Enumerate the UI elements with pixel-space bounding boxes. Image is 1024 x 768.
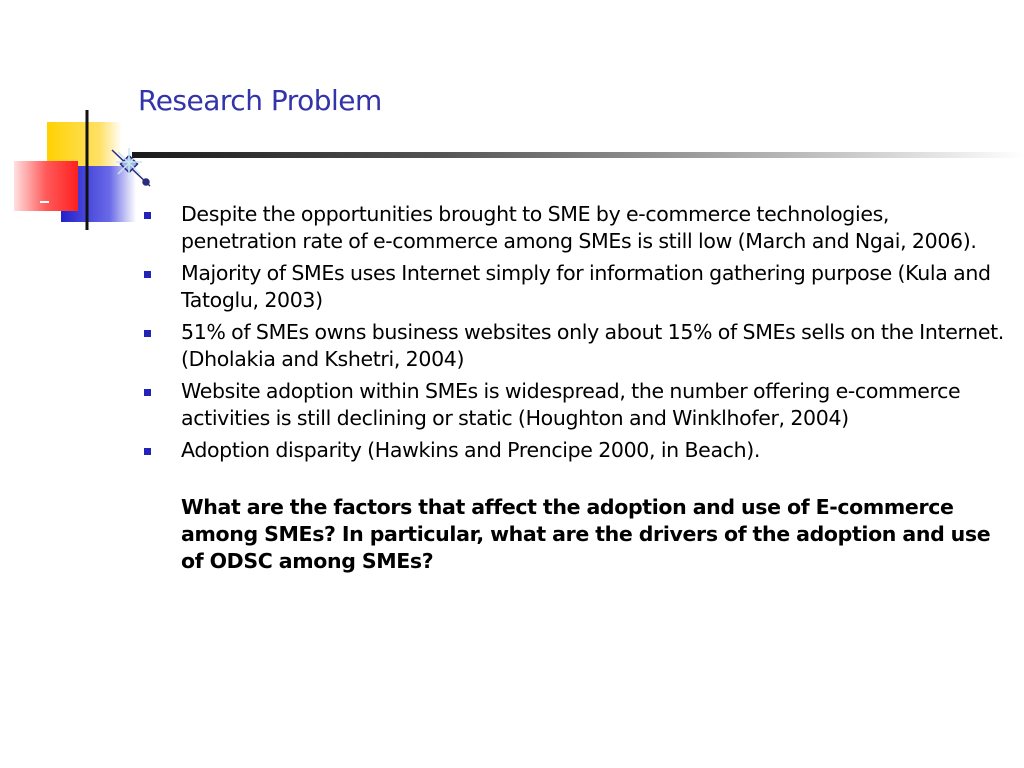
bullet-square-icon	[144, 212, 151, 219]
slide-body	[144, 201, 1006, 575]
bullet-text: Majority of SMEs uses Internet simply for information gathering purpose (Kula and Tatoglu, 2003)	[181, 261, 991, 312]
bullet-text: Website adoption within SMEs is widespread, the number offering e-commerce activities is still declining or static (Houghton and Winklhofer, 2004)	[181, 379, 961, 430]
bullet-square-icon	[144, 271, 151, 278]
bullet-square-icon	[144, 389, 151, 396]
list-item	[144, 201, 1006, 255]
deco-red-square	[14, 161, 78, 211]
list-item	[144, 319, 1006, 373]
bullet-square-icon	[144, 330, 151, 337]
list-item	[144, 260, 1006, 314]
slide-title: Research Problem	[138, 84, 382, 117]
bullet-text: Despite the opportunities brought to SME by e-commerce technologies, penetration rate of e-commerce among SMEs is still low (March and Ngai, 2006).	[181, 202, 977, 253]
bullet-text: Adoption disparity (Hawkins and Prencipe 2000, in Beach).	[181, 438, 761, 462]
bullet-square-icon	[144, 448, 151, 455]
title-divider	[132, 152, 1024, 158]
bullet-text: 51% of SMEs owns business websites only about 15% of SMEs sells on the Internet. (Dholakia and Kshetri, 2004)	[181, 320, 1004, 371]
research-question: What are the factors that affect the adoption and use of E-commerce among SMEs? In particular, what are the drivers of the adoption and use of ODSC among SMEs?	[181, 495, 991, 573]
list-item	[144, 378, 1006, 432]
list-item	[144, 437, 1006, 464]
bullet-list	[144, 201, 1006, 464]
